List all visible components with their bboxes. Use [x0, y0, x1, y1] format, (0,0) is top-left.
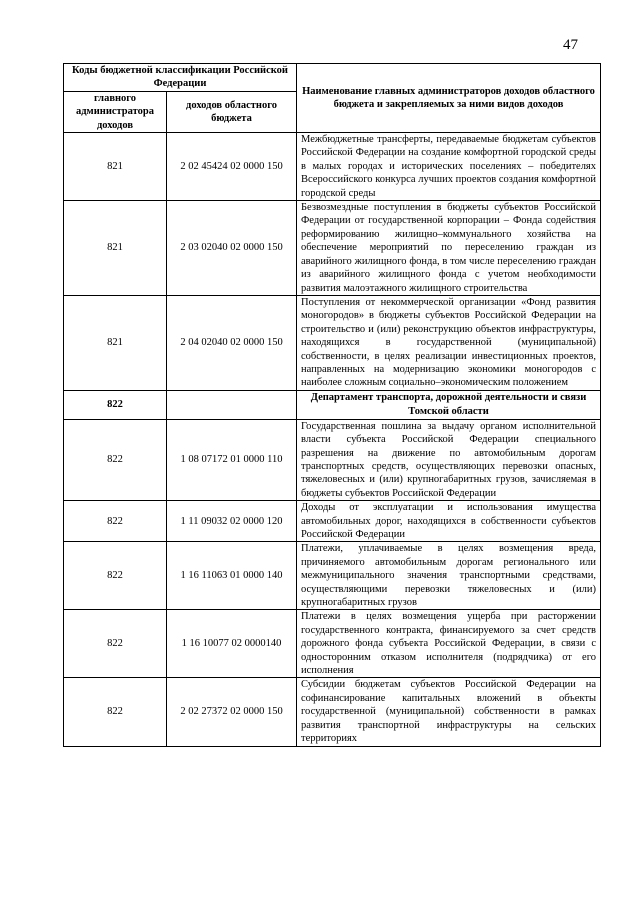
- admin-code-cell: 822: [64, 390, 167, 419]
- revenue-name-cell: Государственная пошлина за выдачу органом исполнительной власти субъекта Российской Федерации специального разрешения на движение по автомобильным дорогам транспортных средств, осуществляющих перевозки опасных, тяжеловесных и (или) крупногабаритных грузов, зачисляемая в бюджеты субъектов Российской Федерации: [297, 419, 601, 500]
- revenue-name-cell: Платежи в целях возмещения ущерба при расторжении государственного контракта, финансируемого за счет средств дорожного фонда субъекта Российской Федерации, в связи с односторонним отказом исполнителя (подрядчика) от его исполнения: [297, 610, 601, 678]
- revenue-code-cell: 2 02 27372 02 0000 150: [167, 678, 297, 746]
- revenue-code-cell: 1 08 07172 01 0000 110: [167, 419, 297, 500]
- department-row: [64, 390, 601, 419]
- revenue-column-header: доходов областного бюджета: [167, 91, 297, 132]
- revenue-name-cell: Департамент транспорта, дорожной деятельности и связи Томской области: [297, 390, 601, 419]
- table-row: [64, 501, 601, 542]
- table-row: [64, 419, 601, 500]
- table-row: [64, 678, 601, 746]
- admin-code-cell: 821: [64, 201, 167, 296]
- table-row: [64, 201, 601, 296]
- page-number: 47: [563, 37, 578, 53]
- admin-code-cell: 821: [64, 133, 167, 201]
- admin-code-cell: 821: [64, 295, 167, 390]
- revenue-name-cell: Субсидии бюджетам субъектов Российской Федерации на софинансирование капитальных вложений в объекты государственной (муниципальной) собственности в рамках развития транспортной инфраструктуры на сельских территориях: [297, 678, 601, 746]
- table-row: [64, 133, 601, 201]
- revenue-name-cell: Безвозмездные поступления в бюджеты субъектов Российской Федерации от государственной корпорации – Фонда содействия реформированию жилищно–коммунального хозяйства на обеспечение мероприятий по переселению граждан из аварийного жилищного фонда, в том числе переселению граждан из аварийного жилищного фонда с учетом необходимости развития малоэтажного жилищного строительства: [297, 201, 601, 296]
- admin-code-cell: 822: [64, 678, 167, 746]
- admin-code-cell: 822: [64, 610, 167, 678]
- table-row: [64, 610, 601, 678]
- admin-code-cell: 822: [64, 501, 167, 542]
- table-body: [64, 133, 601, 746]
- name-column-header: Наименование главных администраторов доходов областного бюджета и закрепляемых за ними видов доходов: [297, 64, 601, 133]
- revenue-name-cell: Межбюджетные трансферты, передаваемые бюджетам субъектов Российской Федерации на создание комфортной городской среды в малых городах и исторических поселениях – победителях Всероссийского конкурса лучших проектов создания комфортной городской среды: [297, 133, 601, 201]
- revenue-code-cell: 1 16 11063 01 0000 140: [167, 542, 297, 610]
- revenue-code-cell: [167, 390, 297, 419]
- admin-code-cell: 822: [64, 542, 167, 610]
- revenue-code-cell: 2 04 02040 02 0000 150: [167, 295, 297, 390]
- revenue-name-cell: Платежи, уплачиваемые в целях возмещения вреда, причиняемого автомобильным дорогам регионального или межмуниципального значения транспортными средствами, осуществляющими перевозки тяжеловесных и (или) крупногабаритных грузов: [297, 542, 601, 610]
- budget-classification-table: [63, 63, 601, 747]
- table-row: [64, 542, 601, 610]
- table-row: [64, 295, 601, 390]
- revenue-code-cell: 2 02 45424 02 0000 150: [167, 133, 297, 201]
- admin-code-cell: 822: [64, 419, 167, 500]
- revenue-code-cell: 1 16 10077 02 0000140: [167, 610, 297, 678]
- revenue-code-cell: 2 03 02040 02 0000 150: [167, 201, 297, 296]
- revenue-name-cell: Поступления от некоммерческой организации «Фонд развития моногородов» в бюджеты субъектов Российской Федерации на строительство и (или) реконструкцию объектов инфраструктуры, находящихся в государственной (муниципальной) собственности, в целях реализации инвестиционных проектов, направленных на модернизацию экономики моногородов с наиболее сложным социально–экономическим положением: [297, 295, 601, 390]
- codes-group-header: Коды бюджетной классификации Российской Федерации: [64, 64, 297, 92]
- revenue-name-cell: Доходы от эксплуатации и использования имущества автомобильных дорог, находящихся в собственности субъектов Российской Федерации: [297, 501, 601, 542]
- revenue-code-cell: 1 11 09032 02 0000 120: [167, 501, 297, 542]
- admin-column-header: главного администратора доходов: [64, 91, 167, 132]
